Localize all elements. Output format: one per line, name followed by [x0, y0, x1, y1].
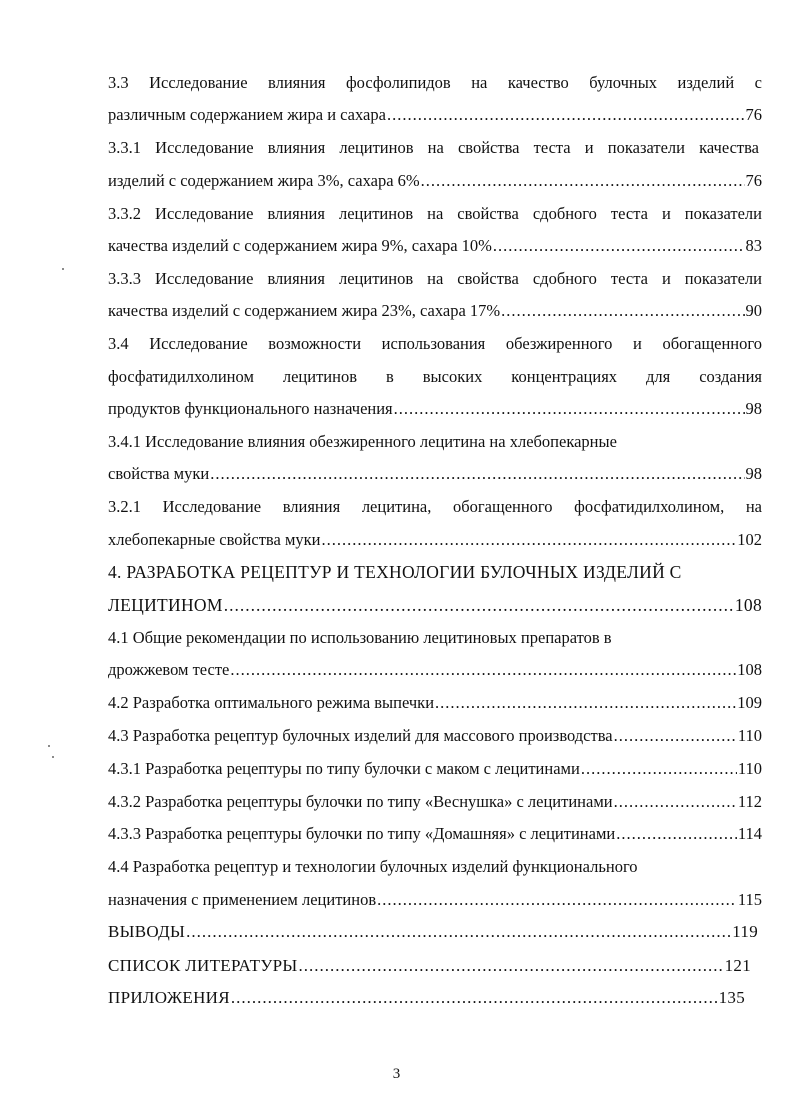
toc-page-number: 98 — [745, 399, 762, 418]
toc-page-number: 83 — [745, 236, 762, 255]
toc-chapter-heading: 4. РАЗРАБОТКА РЕЦЕПТУР И ТЕХНОЛОГИИ БУЛОЧНЫХ ИЗДЕЛИЙ С — [108, 562, 682, 582]
toc-entry-line — [108, 759, 762, 779]
toc-entry-line: 3.3 Исследование влияния фосфолипидов на качество булочных изделий с — [108, 73, 762, 92]
toc-page-number: 110 — [737, 759, 762, 778]
toc-entry-text: различным содержанием жира и сахара — [108, 105, 386, 124]
toc-page-number: 102 — [737, 530, 762, 549]
toc-entry-line: фосфатидилхолином лецитинов в высоких концентрациях для создания — [108, 367, 762, 386]
toc-entry-line: 4.4 Разработка рецептур и технологии булочных изделий функционального — [108, 857, 638, 876]
toc-entry-line — [108, 105, 762, 125]
toc-entry-line — [108, 660, 762, 680]
leader-dots — [493, 236, 745, 256]
toc-entry-line: 3.4 Исследование возможности использования обезжиренного и обогащенного — [108, 334, 762, 353]
toc-entry-line: 3.3.2 Исследование влияния лецитинов на свойства сдобного теста и показатели — [108, 204, 762, 223]
toc-page-number: 114 — [737, 824, 762, 843]
toc-entry-text: ВЫВОДЫ — [108, 922, 186, 941]
leader-dots — [387, 105, 745, 125]
leader-dots — [614, 792, 737, 812]
toc-entry-text: 4.3 Разработка рецептур булочных изделий для массового производства — [108, 726, 613, 745]
leader-dots — [299, 956, 724, 976]
toc-entry-text: дрожжевом тесте — [108, 660, 230, 679]
toc-page-number: 98 — [745, 464, 762, 483]
leader-dots — [230, 660, 736, 680]
toc-page-number: 109 — [737, 693, 762, 712]
toc-entry-line — [108, 824, 762, 844]
leader-dots — [224, 595, 734, 615]
leader-dots — [421, 171, 745, 191]
toc-entry-text: свойства муки — [108, 464, 210, 483]
toc-entry-line — [108, 399, 762, 419]
leader-dots — [210, 464, 744, 484]
toc-entry-line — [108, 693, 762, 713]
toc-entry-line — [108, 988, 745, 1008]
toc-entry-line — [108, 530, 762, 550]
toc-page-number: 115 — [737, 890, 762, 909]
toc-entry-line — [108, 464, 762, 484]
toc-entry-line: 3.2.1 Исследование влияния лецитина, обогащенного фосфатидилхолином, на — [108, 497, 762, 516]
toc-entry-line — [108, 956, 751, 976]
toc-page-number: 76 — [745, 171, 762, 190]
toc-page-number: 90 — [745, 301, 762, 320]
toc-entry-text: изделий с содержанием жира 3%, сахара 6% — [108, 171, 420, 190]
toc-entry-line — [108, 922, 758, 942]
toc-entry-line: 3.3.3 Исследование влияния лецитинов на свойства сдобного теста и показатели — [108, 269, 762, 288]
toc-entry-line: 4.1 Общие рекомендации по использованию лецитиновых препаратов в — [108, 628, 612, 647]
toc-entry-line: 3.4.1 Исследование влияния обезжиренного лецитина на хлебопекарные — [108, 432, 617, 451]
toc-page-number: 108 — [734, 595, 762, 615]
toc-entry-text: 4.3.2 Разработка рецептуры булочки по типу «Веснушка» с лецитинами — [108, 792, 613, 811]
toc-entry-text: ЛЕЦИТИНОМ — [108, 595, 223, 615]
toc-page-number: 135 — [718, 988, 745, 1007]
toc-page-number: 110 — [737, 726, 762, 745]
scan-speck — [62, 268, 64, 270]
leader-dots — [231, 988, 718, 1008]
leader-dots — [377, 890, 737, 910]
toc-entry-line — [108, 726, 762, 746]
toc-entry-text: ПРИЛОЖЕНИЯ — [108, 988, 230, 1007]
toc-entry-text: хлебопекарные свойства муки — [108, 530, 321, 549]
toc-entry-text: СПИСОК ЛИТЕРАТУРЫ — [108, 956, 298, 975]
leader-dots — [186, 922, 731, 942]
toc-entry-text: продуктов функционального назначения — [108, 399, 393, 418]
page-number: 3 — [392, 1066, 401, 1082]
toc-entry-text: назначения с применением лецитинов — [108, 890, 377, 909]
leader-dots — [322, 530, 737, 550]
toc-entry-text: качества изделий с содержанием жира 23%, сахара 17% — [108, 301, 501, 320]
scan-speck — [52, 756, 54, 758]
toc-entry-line — [108, 792, 762, 812]
toc-entry-text: качества изделий с содержанием жира 9%, сахара 10% — [108, 236, 492, 255]
toc-entry-line — [108, 595, 762, 615]
leader-dots — [614, 726, 737, 746]
toc-entry-line — [108, 301, 762, 321]
toc-page-number: 76 — [745, 105, 762, 124]
toc-entry-line — [108, 171, 762, 191]
scan-speck — [48, 745, 50, 747]
toc-entry-line — [108, 890, 762, 910]
toc-page-number: 108 — [737, 660, 762, 679]
leader-dots — [394, 399, 745, 419]
toc-entry-text: 4.3.3 Разработка рецептуры булочки по типу «Домашняя» с лецитинами — [108, 824, 616, 843]
toc-entry-text: 4.3.1 Разработка рецептуры по типу булочки с маком с лецитинами — [108, 759, 580, 778]
toc-entry-text: 4.2 Разработка оптимального режима выпечки — [108, 693, 435, 712]
leader-dots — [501, 301, 744, 321]
toc-page-number: 112 — [737, 792, 762, 811]
leader-dots — [581, 759, 737, 779]
leader-dots — [616, 824, 737, 844]
toc-page-number: 119 — [732, 922, 758, 941]
toc-entry-line — [108, 236, 762, 256]
leader-dots — [435, 693, 736, 713]
toc-page-number: 121 — [724, 956, 751, 975]
toc-entry-line: 3.3.1 Исследование влияния лецитинов на свойства теста и показатели качества — [108, 138, 759, 157]
